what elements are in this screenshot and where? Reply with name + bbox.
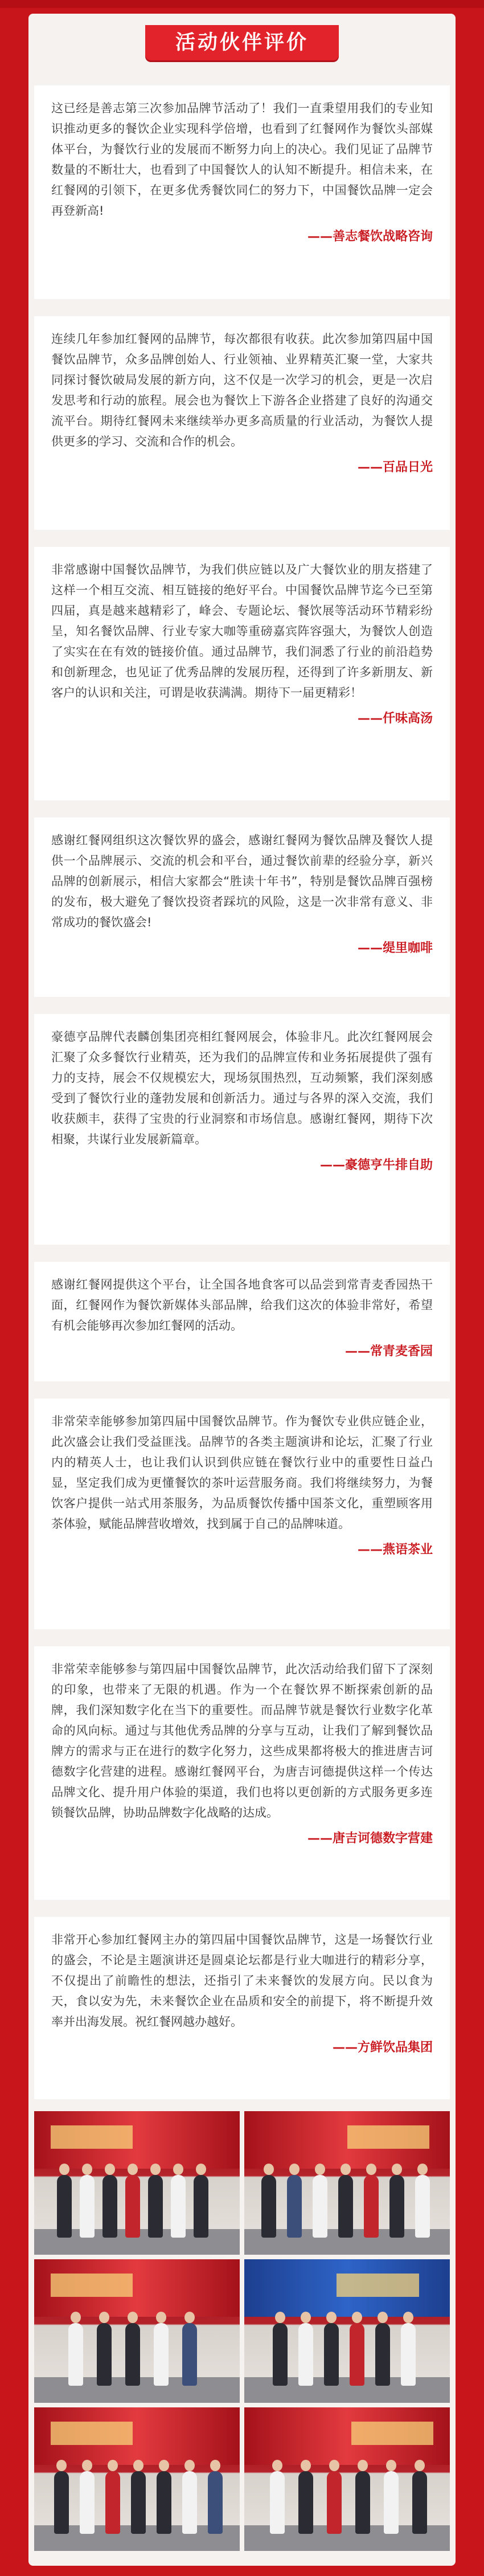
review-text: 这已经是善志第三次参加品牌节活动了！我们一直秉望用我们的专业知识推动更多的餐饮企业实现科学倍增，也看到了红餐网作为餐饮头部媒体平台，为餐饮行业的发展而不断努力向上的决心。我们见证了品牌节数量的不断壮大，也看到了中国餐饮人的认知不断提升。相信未来，在红餐网的引领下，在更多优秀餐饮同仁的努力下，中国餐饮品牌一定会再登新高! bbox=[51, 101, 433, 218]
review-card bbox=[34, 85, 450, 299]
review-signature: ——豪德亨牛排自助 bbox=[319, 1158, 433, 1172]
review-text: 连续几年参加红餐网的品牌节，每次都很有收获。此次参加第四届中国餐饮品牌节，众多品牌创始人、行业领袖、业界精英汇聚一堂，大家共同探讨餐饮破局发展的新方向，这不仅是一次学习的机会，更是一次启发思考和行动的旅程。展会也为餐饮上下游各企业搭建了良好的沟通交流平台。期待红餐网未来继续举办更多高质量的行业活动，为餐饮人提供更多的学习、交流和合作的机会。 bbox=[51, 332, 433, 448]
review-card bbox=[34, 547, 450, 800]
review-text: 豪德亨品牌代表麟创集团亮相红餐网展会，体验非凡。此次红餐网展会汇聚了众多餐饮行业精英，还为我们的品牌宣传和业务拓展提供了强有力的支持，展会不仅规模宏大，现场氛围热烈，互动频繁，我们深刻感受到了餐饮行业的蓬勃发展和创新活力。通过与各界的深入交流，我们收获颇丰，获得了宝贵的行业洞察和市场信息。感谢红餐网，期待下次相聚，共谋行业发展新篇章。 bbox=[51, 1030, 433, 1146]
review-signature: ——善志餐饮战略咨询 bbox=[307, 230, 433, 244]
review-text: 非常感谢中国餐饮品牌节，为我们供应链以及广大餐饮业的朋友搭建了这样一个相互交流、相互链接的绝好平台。中国餐饮品牌节迄今已至第四届，真是越来越精彩了，峰会、专题论坛、餐饮展等活动环节精彩纷呈，知名餐饮品牌、行业专家大咖等重磅嘉宾阵容强大，为餐饮人创造了实实在在有效的链接价值。通过品牌节，我们洞悉了行业的前沿趋势和创新理念，也见证了优秀品牌的发展历程，还得到了许多新朋友、新客户的认识和关注，可谓是收获满满。期待下一届更精彩！ bbox=[51, 563, 433, 700]
review-card bbox=[34, 1646, 450, 1900]
review-text: 非常荣幸能够参与第四届中国餐饮品牌节，此次活动给我们留下了深刻的印象，也带来了无限的机遇。作为一个在餐饮界不断探索创新的品牌，我们深知数字化在当下的重要性。而品牌节就是餐饮行业数字化革命的风向标。通过与其他优秀品牌的分享与互动，让我们了解到餐饮品牌方的需求与正在进行的数字化努力，这些成果都将极大的推进唐吉诃德数字化营建的进程。感谢红餐网平台，为唐吉诃德提供这样一个传达品牌文化、提升用户体验的渠道，我们也将以更创新的方式服务更多连锁餐饮品牌，协助品牌数字化战略的达成。 bbox=[51, 1662, 433, 1819]
review-signature: ——仟味高汤 bbox=[357, 712, 433, 726]
review-signature: ——百品日光 bbox=[357, 460, 433, 475]
review-card bbox=[34, 1399, 450, 1629]
review-text: 感谢红餐网提供这个平台，让全国各地食客可以品尝到常青麦香园热干面，红餐网作为餐饮新媒体头部品牌，给我们这次的体验非常好，希望有机会能够再次参加红餐网的活动。 bbox=[51, 1278, 433, 1332]
review-card bbox=[34, 1014, 450, 1245]
section-title: 活动伙伴评价 bbox=[145, 25, 339, 60]
top-strip bbox=[0, 0, 484, 8]
photo-grid bbox=[34, 2111, 450, 2555]
event-photo bbox=[34, 2407, 240, 2551]
review-card bbox=[34, 817, 450, 997]
review-card bbox=[34, 1917, 450, 2099]
review-signature: ——缇里咖啡 bbox=[357, 941, 433, 955]
event-photo bbox=[244, 2111, 450, 2255]
review-signature: ——常青麦香园 bbox=[344, 1344, 433, 1359]
review-text: 非常荣幸能够参加第四届中国餐饮品牌节。作为餐饮专业供应链企业，此次盛会让我们受益匪浅。品牌节的各类主题演讲和论坛，汇聚了行业内的精英人士，也让我们认识到供应链在餐饮行业中的重要性日益凸显，坚定我们成为更懂餐饮的茶叶运营服务商。我们将继续努力，为餐饮客户提供一站式用茶服务，为品质餐饮传播中国茶文化，重塑顾客用茶体验，赋能品牌营收增效，找到属于自己的品牌味道。 bbox=[51, 1414, 433, 1531]
review-signature: ——唐吉诃德数字营建 bbox=[307, 1831, 433, 1846]
review-card bbox=[34, 316, 450, 530]
event-photo bbox=[34, 2259, 240, 2403]
review-text: 感谢红餐网组织这次餐饮界的盛会，感谢红餐网为餐饮品牌及餐饮人提供一个品牌展示、交流的机会和平台，通过餐饮前辈的经验分享，新兴品牌的创新展示，相信大家都会“胜读十年书”，特别是餐饮品牌百强榜的发布，极大避免了餐饮投资者踩坑的风险，这是一次非常有意义、非常成功的餐饮盛会! bbox=[51, 833, 433, 929]
review-text: 非常开心参加红餐网主办的第四届中国餐饮品牌节，这是一场餐饮行业的盛会，不论是主题演讲还是圆桌论坛都是行业大咖进行的精彩分享，不仅提出了前瞻性的想法，还指引了未来餐饮的发展方向。民以食为天，食以安为先，未来餐饮企业在品质和安全的前提下，将不断提升效率并出海发展。祝红餐网越办越好。 bbox=[51, 1933, 433, 2029]
event-photo bbox=[244, 2407, 450, 2551]
review-signature: ——方鲜饮品集团 bbox=[332, 2041, 433, 2055]
event-photo bbox=[34, 2111, 240, 2255]
review-card bbox=[34, 1262, 450, 1381]
review-signature: ——燕语茶业 bbox=[357, 1543, 433, 1557]
event-photo bbox=[244, 2259, 450, 2403]
